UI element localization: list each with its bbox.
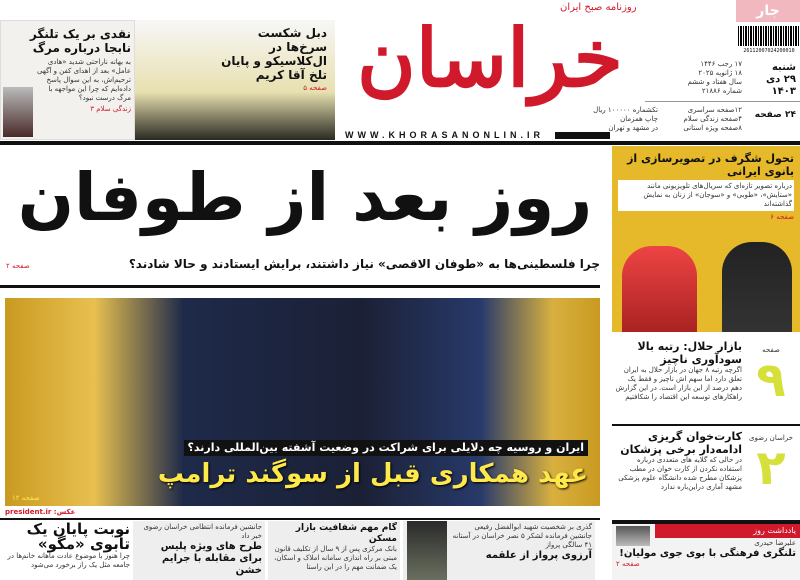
issue-info: ۱۷ رجب ۱۴۴۶ ۱۸ ژانویه ۲۰۲۵ سال هفتاد و ششم شماره ۲۱۸۸۶: [687, 60, 742, 95]
side-title: بازار حلال: رتبه بالا سودآوری ناچیز: [637, 340, 742, 366]
page-label: صفحه: [762, 346, 780, 354]
sections-info: ۱۲صفحه سراسری ۴صفحه زندگی سلام ۸صفحه ویژه استانی: [683, 106, 742, 132]
divider: [612, 424, 800, 426]
story-title: آرزوی پرواز از علقمه: [485, 550, 592, 561]
teaser-ref: صفحه ۵: [303, 84, 327, 92]
photo-headline[interactable]: عهد همکاری قبل از سوگند ترامپ: [157, 459, 588, 489]
story-kicker: جانشین فرمانده انتظامی خراسان رضوی خبر داد: [143, 523, 262, 540]
main-ref: صفحه ۲: [6, 262, 30, 270]
issue-date: شنبه ۲۹ دی ۱۴۰۳: [766, 62, 796, 97]
side-story[interactable]: [612, 340, 800, 420]
page-count: ۲۴ صفحه: [754, 110, 796, 120]
teaser-photo: [3, 87, 33, 137]
story-body: بانک مرکزی پس از ۹ سال از تکلیف قانون مبنی بر راه اندازی سامانه املاک و اسکان، یک ضمانت مهم را در این راستا: [274, 545, 397, 571]
divider: [555, 132, 610, 139]
photo-kicker: ایران و روسیه چه دلایلی برای شراکت در وضعیت آشفته بین‌المللی دارند؟: [184, 440, 588, 456]
page-label: خراسان رضوی: [749, 434, 793, 442]
feature-photo: [622, 246, 697, 332]
teaser-body: به بهانه ناراحتی شدید «هادی عامل» بعد از اهدای کفن و آگهی ترحیم‌اش، به این سوال پاسخ داده‌ایم که چرا این مواجهه با مرگ درست نبود؟: [37, 58, 131, 102]
barcode-number: 26112007024200010: [743, 48, 795, 54]
barcode: [738, 26, 800, 46]
bottom-story[interactable]: [0, 522, 130, 570]
feature-body: درباره تصویر تازه‌ای که سریال‌های تلویزیونی مانند «ستایش»، «طوبی» و «سوجان» از زنان به نمایش گذاشته‌اند: [618, 180, 794, 211]
story-title: نوبت پایان یک تابوی «مگو»: [26, 520, 130, 553]
side-body: در حالی که گلایه های متعددی درباره استفاده نکردن از کارت خوان در مطب پزشکان مطرح شده دانشگاه علوم پزشکی مشهد آماری دراین‌باره ندارد: [618, 456, 742, 491]
story-title: طرح های ویژه پلیس برای مقابله با جرایم خشن: [160, 541, 262, 576]
page-number: ۹: [756, 352, 786, 408]
teaser-ref: زندگی سلام ۳: [90, 105, 131, 113]
feature-ref: صفحه ۶: [770, 213, 794, 221]
story-body: چرا هنوز با موضوع عادت ماهانه خانم‌ها در جامعه مثل یک راز برخورد می‌شود: [7, 552, 130, 569]
bottom-story[interactable]: [133, 521, 265, 580]
side-title: کارت‌خوان گریزی ادامه‌دار برخی پزشکان: [620, 430, 742, 456]
price-info: تکشماره ۱۰۰۰۰۰ ریال چاپ همزمان در مشهد و تهران: [593, 106, 658, 132]
feature-title: تحول شگرف در تصویرسازی از بانوی ایرانی: [627, 152, 794, 178]
story-body: گذری بر شخصیت شهید ابوالفضل رفیعی جانشین فرمانده لشکر ۵ نصر خراسان در آستانه ۴۱ سالگی پرواز: [452, 523, 592, 549]
story-title: گام مهم شفافیت بازار مسکن: [295, 523, 397, 544]
divider: [645, 101, 800, 102]
main-subhead: چرا فلسطینی‌ها به «طوفان الاقصی» نیاز داشتند، برایش ایستادند و حالا شادند؟: [128, 257, 600, 271]
author-name: علیرضا حیدری: [754, 539, 796, 547]
author-avatar: [616, 526, 650, 546]
tagline: روزنامه صبح ایران: [560, 2, 637, 13]
page-number: ۲: [756, 440, 786, 496]
editorial-box[interactable]: [612, 524, 800, 580]
website-url[interactable]: WWW.KHORASANONLIN.IR: [345, 130, 544, 140]
photo-ref: صفحه ۱۲: [12, 494, 40, 502]
story-photo: [407, 521, 447, 580]
bottom-story[interactable]: [403, 521, 595, 580]
teaser-obituary[interactable]: [0, 20, 135, 140]
feature-box[interactable]: [612, 146, 800, 332]
photo-credit: عکس: president.ir: [5, 508, 76, 516]
teaser-football[interactable]: [135, 20, 335, 140]
feature-photo: [722, 242, 792, 332]
bottom-story[interactable]: [268, 521, 400, 580]
editorial-section: یادداشت روز: [655, 524, 800, 538]
side-story[interactable]: [612, 430, 800, 510]
logo: خراسان: [357, 11, 623, 105]
teaser-title: دبل شکست سرخ‌ها در ال‌کلاسیکو و پایان تلخ آقا کریم: [221, 26, 327, 82]
jar-badge: جار: [736, 0, 800, 22]
editorial-title: تلنگری فرهنگی با بوی جوی مولیان!: [619, 548, 796, 559]
divider: [0, 141, 800, 145]
editorial-ref: صفحه ۲: [616, 560, 640, 568]
teaser-title: نقدی بر یک تلنگر نابجا درباره مرگ: [29, 27, 131, 55]
divider: [0, 285, 600, 288]
main-headline[interactable]: روز بعد از طوفان: [17, 159, 593, 236]
side-body: اگرچه رتبه ۸ جهان در بازار حلال به ایران تعلق دارد اما سهم اش ناچیز و فقط یک دهم درصد از این بازار است. در این گزارش راهکارهای توسعه این اقتصاد را شکافتیم: [615, 366, 742, 401]
